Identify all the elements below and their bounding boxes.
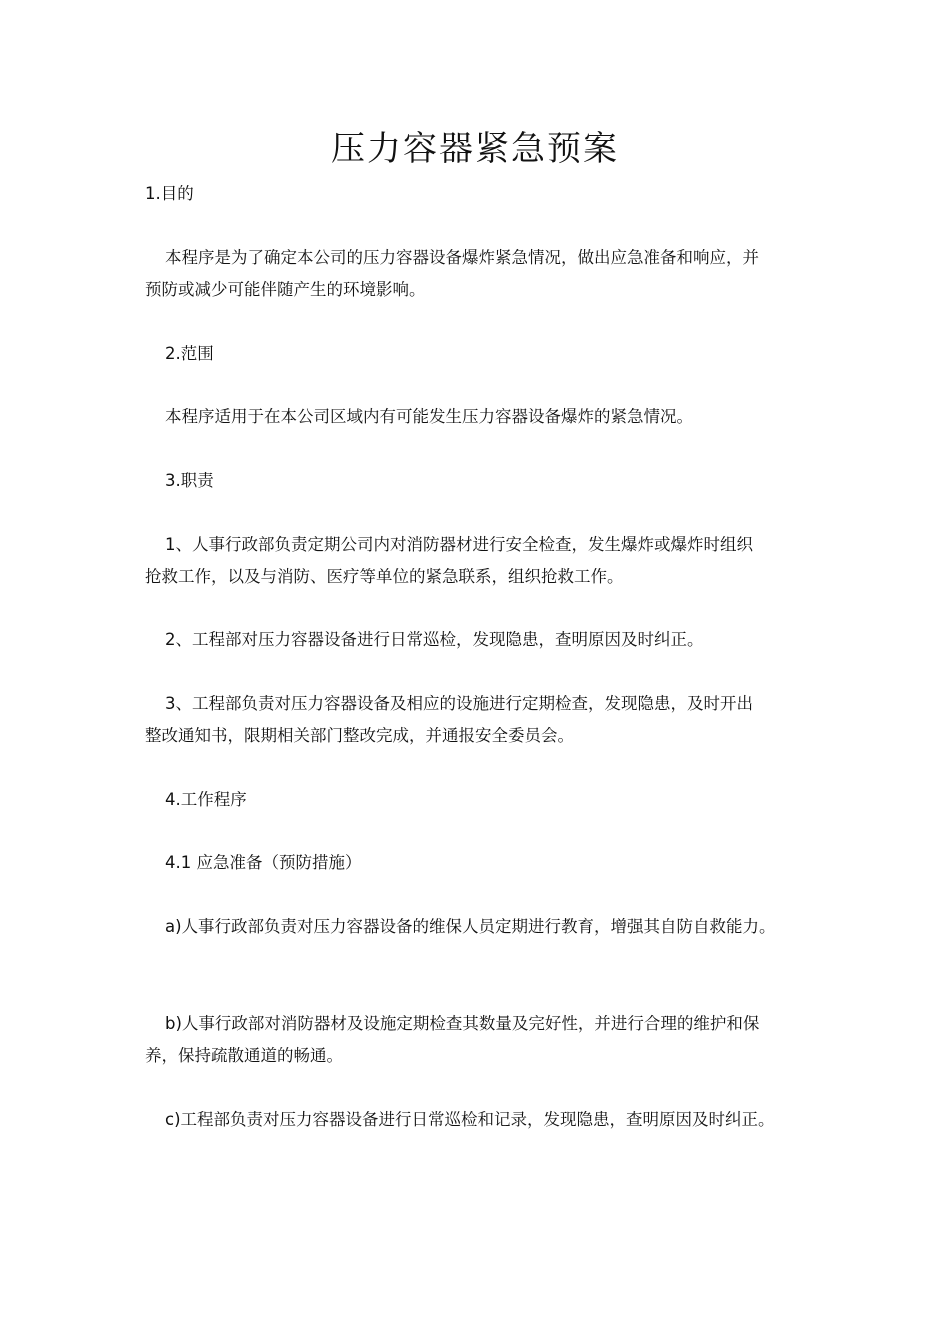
section-3-item-1-line-2: 抢救工作，以及与消防、医疗等单位的紧急联系，组织抢救工作。 [145,567,624,586]
section-4-1-item-b [145,1008,810,1072]
document-title: 压力容器紧急预案 [331,129,619,169]
section-4-heading: 4.工作程序 [165,790,247,809]
section-1-paragraph [145,242,810,306]
section-4-1-item-c: c)工程部负责对压力容器设备进行日常巡检和记录，发现隐患，查明原因及时纠正。 [165,1110,775,1129]
section-4-1-item-b-line-1: b)人事行政部对消防器材及设施定期检查其数量及完好性，并进行合理的维护和保 [165,1014,760,1033]
section-1-paragraph-line-1: 本程序是为了确定本公司的压力容器设备爆炸紧急情况，做出应急准备和响应，并 [165,248,759,267]
section-4-1-item-a: a)人事行政部负责对压力容器设备的维保人员定期进行教育，增强其自防自救能力。 [165,917,776,936]
section-3-item-2: 2、工程部对压力容器设备进行日常巡检，发现隐患，查明原因及时纠正。 [165,630,704,649]
section-3-item-3 [145,688,810,752]
section-3-heading: 3.职责 [165,471,214,490]
section-2-paragraph: 本程序适用于在本公司区域内有可能发生压力容器设备爆炸的紧急情况。 [165,407,693,426]
section-1-heading: 1.目的 [145,184,194,203]
section-3-item-3-line-2: 整改通知书，限期相关部门整改完成，并通报安全委员会。 [145,726,574,745]
section-3-item-1-line-1: 1、人事行政部负责定期公司内对消防器材进行安全检查，发生爆炸或爆炸时组织 [165,535,753,554]
section-4-1-heading: 4.1 应急准备（预防措施） [165,853,362,872]
section-1-paragraph-line-2: 预防或减少可能伴随产生的环境影响。 [145,280,426,299]
section-2-heading: 2.范围 [165,344,214,363]
section-4-1-item-b-line-2: 养，保持疏散通道的畅通。 [145,1046,343,1065]
section-3-item-1 [145,529,810,593]
section-3-item-3-line-1: 3、工程部负责对压力容器设备及相应的设施进行定期检查，发现隐患，及时开出 [165,694,753,713]
